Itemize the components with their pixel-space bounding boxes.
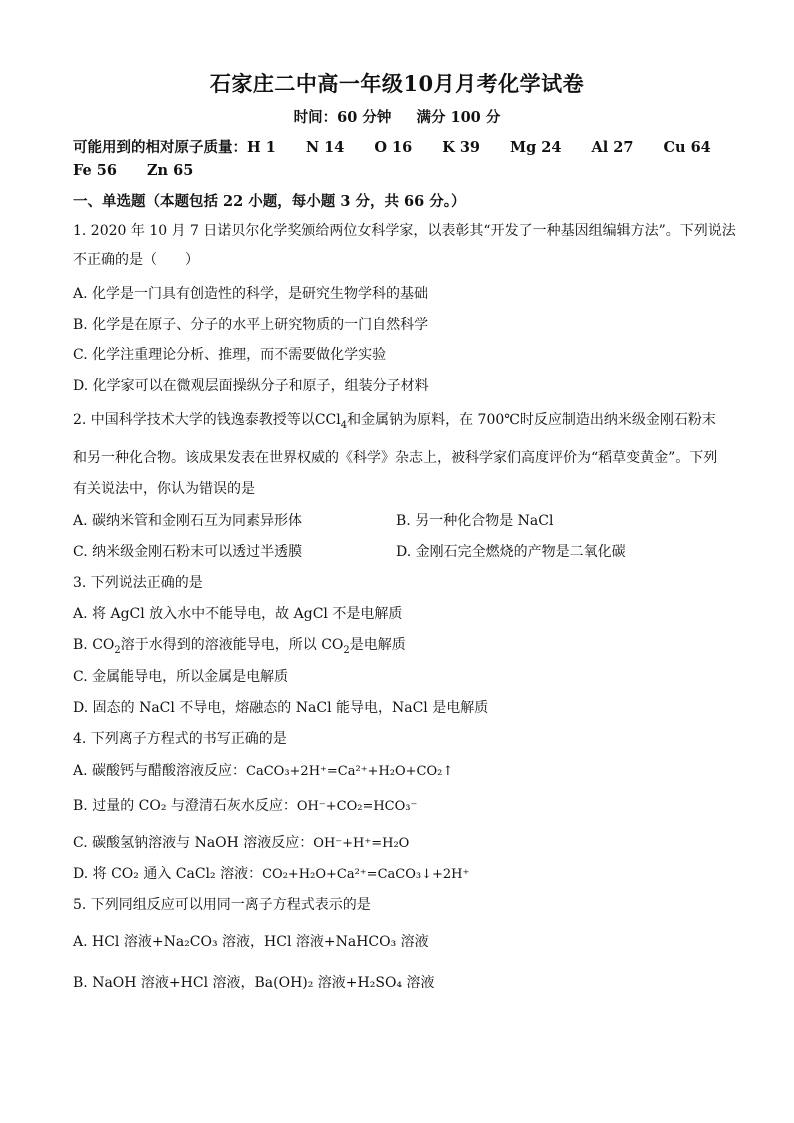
q1-stem-text: 不正确的是（ [73,252,157,268]
q4-option-d [73,863,469,883]
q5-option-a: A. HCl 溶液+Na₂CO₃ 溶液，HCl 溶液+NaHCO₃ 溶液 [73,934,429,950]
q3-b-text-c: 是电解质 [349,637,406,653]
q4-b-equation: OH⁻+CO₂=HCO₃⁻ [296,799,418,814]
atomic-mass-item: H 1 [247,139,276,156]
q2-stem-line2: 和另一种化合物。该成果发表在世界权威的《科学》杂志上，被科学家们高度评价为“稻草变黄金”。下列 [73,450,718,466]
q3-b-sub: 2 [114,644,121,656]
exam-score: 满分 100 分 [416,109,501,126]
q1-option-d: D. 化学家可以在微观层面操纵分子和原子，组装分子材料 [73,378,429,394]
section-heading: 一、单选题（本题包括 22 小题，每小题 3 分，共 66 分。） [73,193,466,210]
q4-c-equation: OH⁻+H⁺=H₂O [313,836,410,851]
q2-formula-base: CCl [314,412,341,428]
q2-stem-line1 [73,409,716,431]
atomic-mass-row-2 [73,162,223,179]
atomic-mass-item: Mg 24 [510,139,562,156]
q2-option-d: D. 金刚石完全燃烧的产物是二氧化碳 [396,544,626,560]
atomic-mass-item: Cu 64 [663,139,711,156]
q1-stem-paren: ） [185,252,199,268]
atomic-mass-item: Fe 56 [73,162,117,179]
q2-stem-text-a: 2. 中国科学技术大学的钱逸泰教授等以 [73,412,315,428]
q5-stem: 5. 下列同组反应可以用同一离子方程式表示的是 [73,897,371,913]
q4-c-label: C. 碳酸氢钠溶液与 NaOH 溶液反应： [73,835,314,851]
q4-a-label: A. 碳酸钙与醋酸溶液反应： [73,763,247,779]
q2-stem-line3: 有关说法中，你认为错误的是 [73,481,255,497]
q1-stem-line2 [73,249,199,269]
q4-stem: 4. 下列离子方程式的书写正确的是 [73,731,287,747]
q1-option-a: A. 化学是一门具有创造性的科学，是研究生物学科的基础 [73,286,429,302]
q2-formula-sub: 4 [340,419,348,431]
q4-d-label: D. 将 CO₂ 通入 CaCl₂ 溶液： [73,866,263,882]
q2-option-b: B. 另一种化合物是 NaCl [396,513,554,529]
q1-stem-line1: 1. 2020 年 10 月 7 日诺贝尔化学奖颁给两位女科学家，以表彰其“开发了一种基因组编辑方法”。下列说法 [73,223,736,239]
q5-option-b: B. NaOH 溶液+HCl 溶液，Ba(OH)₂ 溶液+H₂SO₄ 溶液 [73,975,435,991]
q2-stem-text-b: 和金属钠为原料，在 700℃时反应制造出纳米级金刚石粉末 [347,412,716,428]
q4-d-equation: CO₂+H₂O+Ca²⁺=CaCO₃↓+2H⁺ [262,867,470,882]
q3-b-sub: 2 [343,644,350,656]
q4-a-equation: CaCO₃+2H⁺=Ca²⁺+H₂O+CO₂↑ [246,764,454,779]
atomic-mass-row [73,136,741,157]
q3-b-text-b: 溶于水得到的溶液能导电，所以 CO [120,637,344,653]
q2-option-c: C. 纳米级金刚石粉末可以透过半透膜 [73,544,303,560]
exam-info [0,106,794,127]
q3-option-a: A. 将 AgCl 放入水中不能导电，故 AgCl 不是电解质 [73,606,403,622]
atomic-mass-item: Zn 65 [146,162,194,179]
q4-option-c [73,832,409,852]
atomic-mass-item: N 14 [305,139,345,156]
q4-b-label: B. 过量的 CO₂ 与澄清石灰水反应： [73,798,297,814]
q2-formula [314,412,348,431]
atomic-mass-item: O 16 [374,139,413,156]
atomic-mass-item: Al 27 [591,139,634,156]
q3-option-b [73,634,406,656]
q3-stem: 3. 下列说法正确的是 [73,575,203,591]
q2-option-a: A. 碳纳米管和金刚石互为同素异形体 [73,513,303,529]
atomic-mass-item: K 39 [442,139,481,156]
exam-time: 时间：60 分钟 [293,109,392,126]
q3-option-d: D. 固态的 NaCl 不导电，熔融态的 NaCl 能导电，NaCl 是电解质 [73,700,489,716]
page-title: 石家庄二中高一年级10月月考化学试卷 [209,71,585,96]
q1-option-c: C. 化学注重理论分析、推理，而不需要做化学实验 [73,347,387,363]
q1-option-b: B. 化学是在原子、分子的水平上研究物质的一门自然科学 [73,317,429,333]
q4-option-a [73,760,453,780]
q3-b-text-a: B. CO [73,637,115,653]
q4-option-b [73,795,417,815]
q3-option-c: C. 金属能导电，所以金属是电解质 [73,669,289,685]
atomic-mass-label: 可能用到的相对原子质量： [73,139,247,156]
